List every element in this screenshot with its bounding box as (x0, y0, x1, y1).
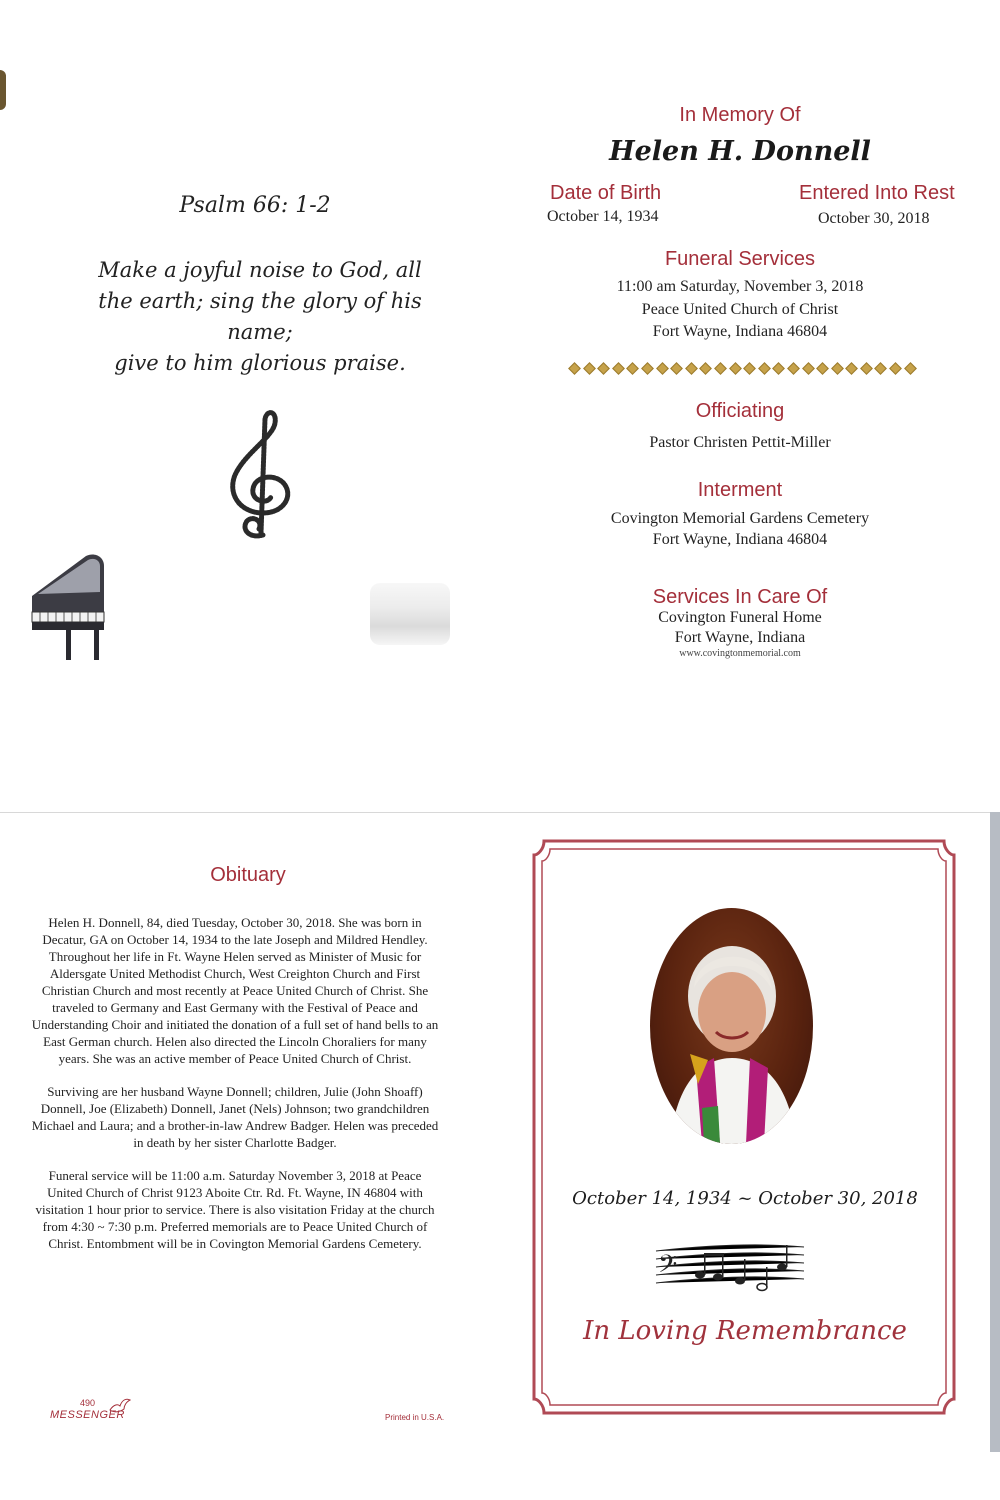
care-of-label: Services In Care Of (652, 586, 828, 608)
service-line: Peace United Church of Christ (641, 300, 839, 318)
officiating-label: Officiating (695, 400, 785, 422)
funeral-services-label: Funeral Services (664, 248, 816, 270)
psalm-line: the earth; sing the glory of his name; (98, 289, 422, 344)
obituary-panel (0, 812, 490, 1500)
binding-mark (0, 70, 6, 110)
ornamental-divider (570, 362, 915, 374)
treble-clef-icon (215, 405, 305, 540)
verse-panel (0, 0, 500, 790)
psalm-line: Make a joyful noise to God, all (98, 258, 422, 282)
obituary-heading: Obituary (210, 864, 286, 886)
death-date: October 30, 2018 (818, 210, 930, 227)
grand-piano-icon (28, 552, 108, 662)
service-line: Fort Wayne, Indiana 46804 (652, 323, 828, 340)
life-dates: October 14, 1934 ~ October 30, 2018 (572, 1188, 918, 1209)
interment-line: Fort Wayne, Indiana 46804 (652, 531, 828, 548)
birth-label: Date of Birth (550, 182, 662, 204)
interment-details (540, 508, 940, 550)
interment-line: Covington Memorial Gardens Cemetery (610, 510, 870, 527)
psalm-line: give to him glorious praise. (114, 351, 406, 375)
printed-notice: Printed in U.S.A. (385, 1413, 445, 1422)
publisher-number: 490 (80, 1398, 96, 1408)
obituary-text (30, 914, 440, 1268)
cover-panel (500, 812, 1000, 1500)
psalm-reference: Psalm 66: 1-2 (179, 193, 331, 218)
obituary-paragraph: Surviving are her husband Wayne Donnell; children, Julie (John Shoaff) Donnell, Joe (Elizabeth) Donnell, Janet (Nels) Johnson; two grandchildren Michael and Laura; and a brother-in-law Andrew Badger. Helen was preceded in death by her sister Charlotte Badger. (31, 1084, 439, 1150)
birth-date: October 14, 1934 (547, 208, 659, 225)
officiant-name: Pastor Christen Pettit-Miller (649, 434, 831, 451)
interment-label: Interment (697, 479, 783, 501)
dove-icon (108, 1396, 132, 1416)
care-line: Fort Wayne, Indiana (674, 629, 806, 646)
service-details-panel (500, 0, 1000, 790)
portrait-illustration (650, 908, 813, 1144)
decedent-name: Helen H. Donnell (609, 136, 871, 167)
care-line: Covington Funeral Home (658, 609, 822, 626)
publisher-logo: MESSENGER (50, 1409, 125, 1421)
svg-text:𝄢: 𝄢 (658, 1250, 678, 1285)
in-memory-heading: In Memory Of (679, 104, 801, 126)
funeral-home-website: www.covingtonmemorial.com (679, 648, 801, 659)
psalm-verse (95, 255, 425, 379)
cover-title: In Loving Remembrance (583, 1316, 907, 1346)
music-notes-icon (650, 1237, 810, 1299)
obituary-paragraph: Funeral service will be 11:00 a.m. Saturday November 3, 2018 at Peace United Church of Christ 9123 Aboite Ctr. Rd. Ft. Wayne, IN 46804 with visitation 1 hour prior to service. There is also visitation Friday at the church from 4:30 ~ 7:30 p.m. Preferred memorials are to Peace United Church of Christ. Entombment will be in Covington Memorial Gardens Cemetery. (35, 1168, 435, 1251)
funeral-home-details (540, 608, 940, 648)
death-label: Entered Into Rest (799, 182, 955, 204)
obituary-paragraph: Helen H. Donnell, 84, died Tuesday, October 30, 2018. She was born in Decatur, GA on October 14, 1934 to the late Joseph and Mildred Hendley. Throughout her life in Ft. Wayne Helen served as Minister of Music for Aldersgate United Methodist Church, West Creighton Church and First Christian Church and most recently at Peace United Church of Christ. She traveled to Germany and East Germany with the Festival of Peace and Understanding Choir and initiated the donation of a full set of hand bells to an East German church. Helen also directed the Lincoln Choraliers for many years. She was an active member of Peace United Church of Christ. (31, 915, 439, 1066)
service-line: 11:00 am Saturday, November 3, 2018 (616, 278, 864, 295)
faded-image (370, 583, 450, 645)
funeral-services-details (540, 276, 940, 344)
portrait-photo (650, 908, 813, 1144)
